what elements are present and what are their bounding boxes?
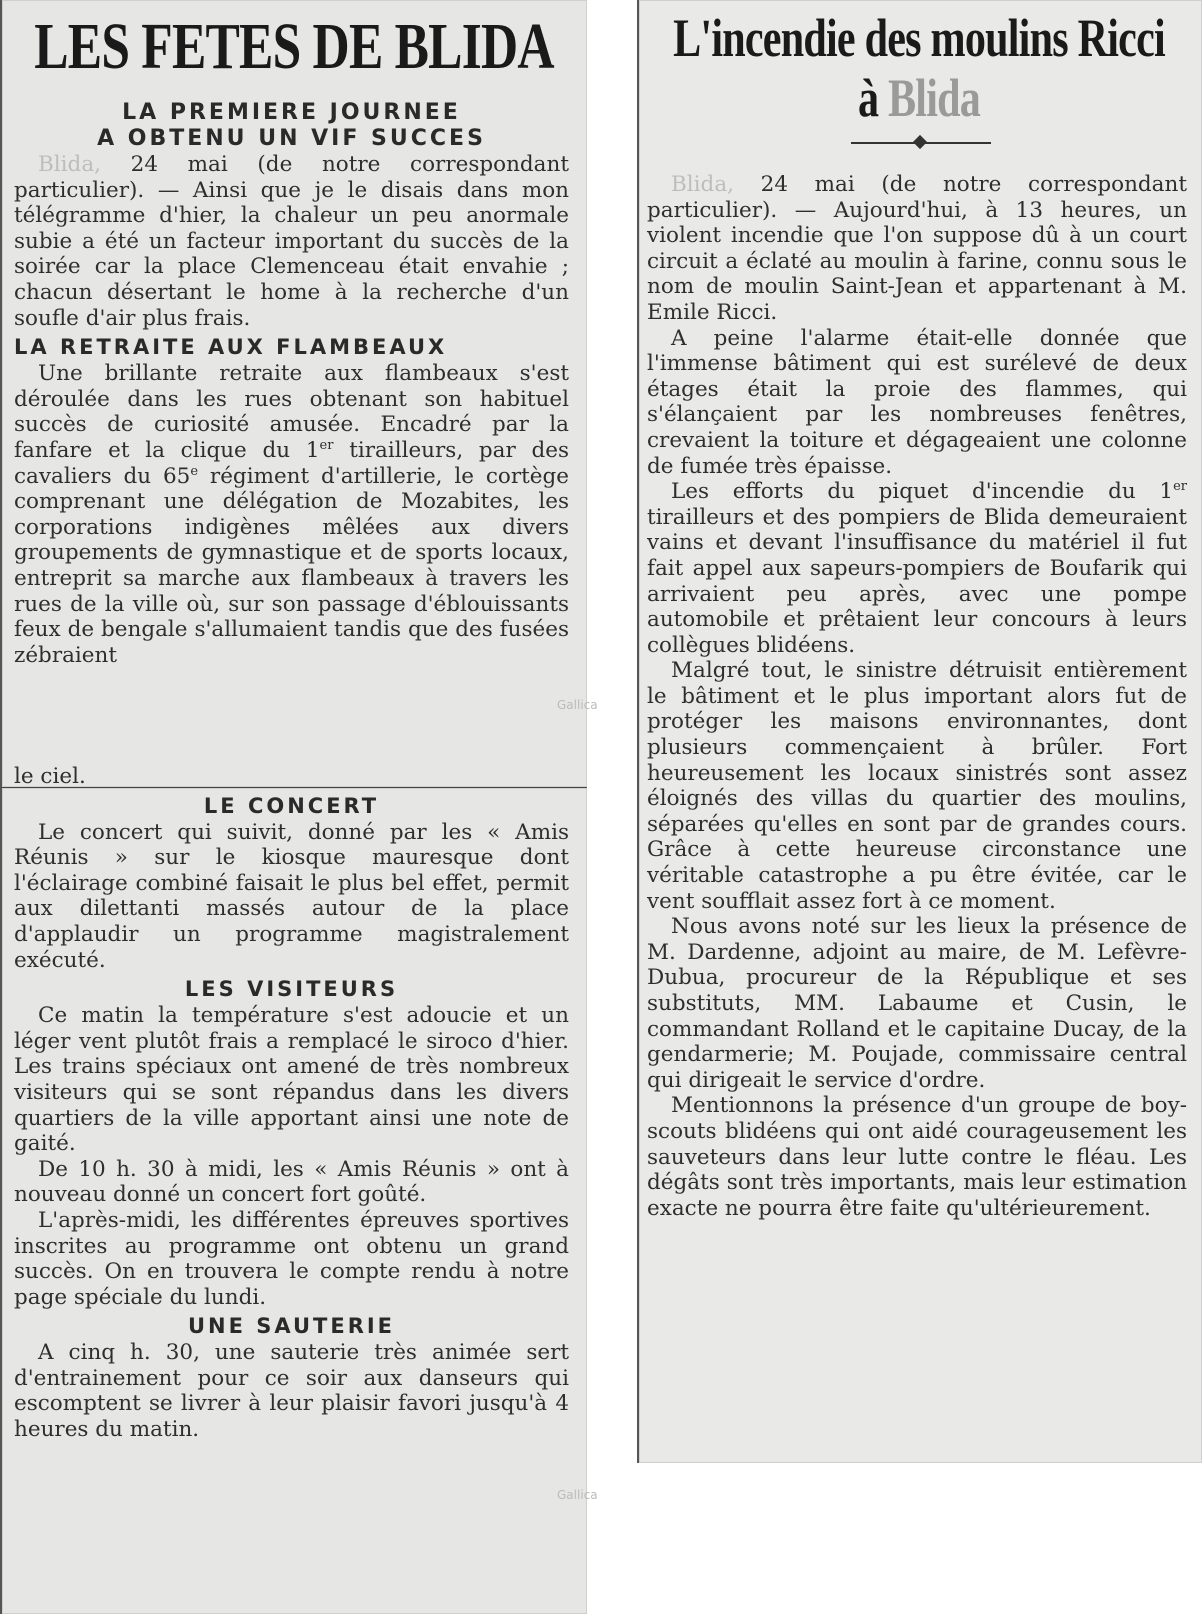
- gallica-watermark: Gallica: [557, 698, 598, 712]
- section-sauterie-text: A cinq h. 30, une sauterie très animée sert d'entrainement pour ce soir aux danseurs qui escomptent se livrer à leur plaisir favori jusqu'à 4 heures du matin.: [14, 1340, 569, 1443]
- ordinal-superscript: er: [319, 437, 334, 453]
- section-visiteurs-p2: De 10 h. 30 à midi, les « Amis Réunis » ont à nouveau donné un concert fort goûté.: [14, 1156, 569, 1208]
- section-visiteurs-p1: Ce matin la température s'est adoucie et un léger vent plutôt frais a remplacé le siroco d'hier. Les trains spéciaux ont amené de très nombreux visiteurs qui se sont répandus dans les divers quartiers de la ville apportant ainsi une note de gaité.: [14, 1003, 569, 1157]
- right-headline-word-a: à: [857, 68, 879, 128]
- right-headline-word-blida: Blida: [887, 68, 981, 128]
- right-p2: A peine l'alarme était-elle donnée que l'immense bâtiment qui est surélevé de deux étages était la proie des flammes, qui s'élançaient par les nombreuses fenêtres, crevaient la toiture et dégageaient une colonne de fumée très épaisse.: [647, 325, 1187, 479]
- left-headline: LES FETES DE BLIDA: [34, 10, 554, 83]
- gallica-watermark: Gallica: [557, 1488, 598, 1502]
- section-concert-text: Le concert qui suivit, donné par les « Amis Réunis » sur le kiosque mauresque dont l'éclairage combiné faisait le plus bel effet, permit aux dilettanti massés autour de la place d'applaudir un programme magistralement exécuté.: [14, 819, 569, 973]
- right-article-clipping: [637, 0, 1202, 1463]
- right-article-column: [647, 172, 1187, 1221]
- ordinal-superscript: er: [1173, 478, 1187, 494]
- section-retraite-text-b: tirailleurs, par des cavaliers du 65: [14, 437, 570, 489]
- right-p5: Nous avons noté sur les lieux la présence de M. Dardenne, adjoint au maire, de M. Lefèvre-Dubua, procureur de la République et ses substituts, MM. Labaume et Cusin, le commandant Rolland et le capitaine Ducay, de la gendarmerie; M. Poujade, commissaire central qui dirigeait le service d'ordre.: [647, 914, 1187, 1093]
- section-sauterie-title: UNE SAUTERIE: [187, 1314, 396, 1339]
- right-headline-line-2: [646, 68, 1192, 128]
- right-p1-text: 24 mai (de notre correspondant particulier). — Aujourd'hui, à 13 heures, un violent incendie que l'on suppose dû à un court circuit a éclaté au moulin à farine, connu sous le nom de moulin Saint-Jean et appartenant à M. Emile Ricci.: [647, 172, 1187, 325]
- right-p3-text-b: tirailleurs et des pompiers de Blida demeuraient vains et devant l'insuffisance du matériel il fut fait appel aux sapeurs-pompiers de Boufarik qui arrivaient peu après, avec une pompe automobile et prêtaient leur concours à leurs collègues blidéens.: [647, 504, 1187, 658]
- section-retraite-text-c: régiment d'artillerie, le cortège comprenant une délégation de Mozabites, les corporations indigènes mêlées aux divers groupements de gymnastique et de sports locaux, entreprit sa marche aux flambeaux à travers les rues de la ville où, sur son passage d'éblouissants feux de bengale s'allumaient tandis que des fusées zébraient: [14, 463, 569, 668]
- right-p3-text-a: Les efforts du piquet d'incendie du 1: [671, 479, 1174, 505]
- right-dateline: Blida,: [671, 172, 734, 197]
- section-retraite-text: [14, 361, 569, 668]
- section-retraite-text-a: Une brillante retraite aux flambeaux s'est déroulée dans les rues obtenant son habituel succès de curiosité amusée. Encadré par la fanfare et la clique du 1: [14, 361, 569, 463]
- left-dateline: Blida,: [38, 152, 101, 177]
- right-p6: Mentionnons la présence d'un groupe de boy-scouts blidéens qui ont aidé courageusement les sauveteurs dans leur lutte contre le fléau. Les dégâts sont très importants, mais leur estimation exacte ne pourra être faite qu'ultérieurement.: [647, 1093, 1187, 1221]
- left-subhead-1: LA PREMIERE JOURNEE: [122, 100, 461, 125]
- section-retraite-end: le ciel.: [14, 764, 86, 789]
- section-retraite-title: LA RETRAITE AUX FLAMBEAUX: [14, 335, 448, 360]
- left-article-column-top: [14, 100, 569, 668]
- right-headline-line-1: L'incendie des moulins Ricci: [673, 8, 1165, 68]
- section-concert-title: LE CONCERT: [203, 793, 380, 818]
- left-subhead-2: A OBTENU UN VIF SUCCES: [97, 126, 486, 151]
- right-p4: Malgré tout, le sinistre détruisit entièrement le bâtiment et le plus important alors fut de protéger les maisons environnantes, dont plusieurs commençaient à brûler. Fort heureusement les locaux sinistrés sont assez éloignés des villas du quartier des moulins, séparées qu'elles en sont par de grandes cours. Grâce à cette heureuse circonstance une véritable catastrophe a pu être évitée, car le vent soufflait assez fort à ce moment.: [647, 658, 1187, 914]
- left-intro-text: 24 mai (de notre correspondant particulier). — Ainsi que je le disais dans mon télégramme d'hier, la chaleur un peu anormale subie a été un facteur important du succès de la soirée car la place Clemenceau était envahie ; chacun désertant le home à la recherche d'un soufle d'air plus frais.: [14, 152, 569, 331]
- left-article-column-bottom: [14, 764, 569, 1443]
- ordinal-superscript: e: [190, 463, 199, 479]
- section-visiteurs-title: LES VISITEURS: [184, 977, 399, 1002]
- right-p3: [647, 479, 1187, 658]
- diamond-ornament-icon: [912, 135, 926, 149]
- left-article-clipping-bottom: [0, 764, 598, 1614]
- right-p1: [647, 172, 1187, 326]
- section-visiteurs-p3: L'après-midi, les différentes épreuves sportives inscrites au programme ont obtenu un grand succès. On en trouvera le compte rendu à notre page spéciale du lundi.: [14, 1207, 569, 1310]
- title-ornament-rule: [851, 134, 991, 150]
- left-article-clipping-top: [0, 0, 598, 787]
- left-intro-paragraph: [14, 152, 569, 331]
